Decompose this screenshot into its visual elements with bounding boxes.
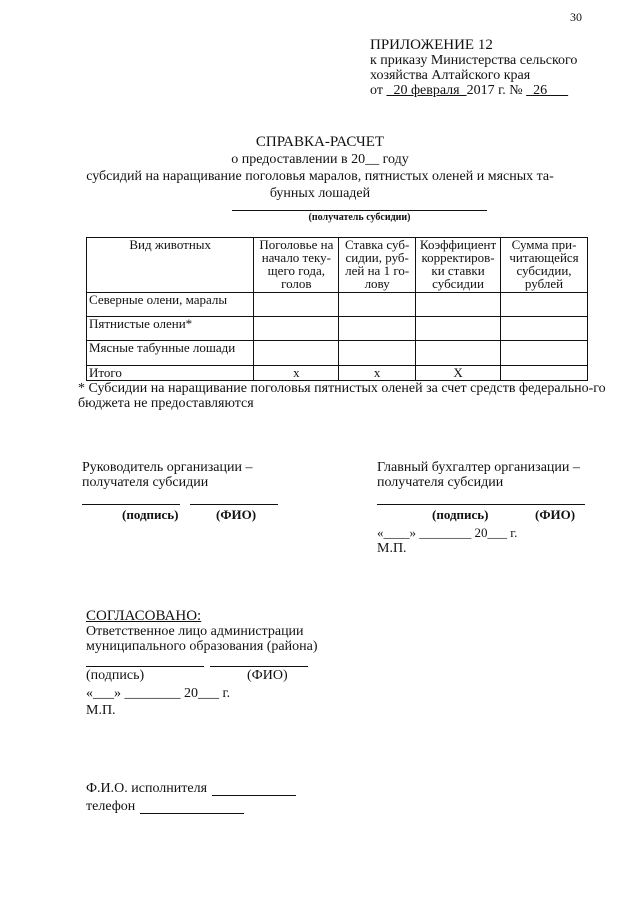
table-header-row [87, 238, 588, 293]
row-cell: х [254, 366, 339, 381]
agreed-title: СОГЛАСОВАНО: [86, 608, 202, 624]
appendix-date-prefix: от [370, 83, 387, 98]
row-cell [254, 341, 339, 366]
row-name: Пятнистые олени* [87, 317, 254, 341]
header-headcount: Поголовье на начало теку-щего года, голов [254, 238, 339, 293]
row-cell [254, 317, 339, 341]
row-cell [416, 317, 501, 341]
recipient-line [232, 210, 487, 211]
appendix-title: ПРИЛОЖЕНИЕ 12 [370, 37, 493, 53]
appendix-line-2: хозяйства Алтайского края [370, 68, 531, 83]
appendix-line-1: к приказу Министерства сельского [370, 53, 578, 68]
row-cell [416, 341, 501, 366]
agreed-sign-label: (подпись) [86, 668, 145, 683]
head-org-line-1: Руководитель организации – [82, 460, 253, 475]
heading-line-3: субсидий на наращивание поголовья маралов, пятнистых оленей и мясных та- [86, 169, 554, 184]
head-org-fio-label: (ФИО) [216, 507, 257, 522]
chief-accountant-sign-line [377, 504, 585, 505]
table-row [87, 293, 588, 317]
appendix-block [370, 38, 577, 98]
chief-accountant-line-1: Главный бухгалтер организации – [377, 460, 580, 475]
header-coefficient: Коэффициент корректиров-ки ставки субсидии [416, 238, 501, 293]
head-org-sign-line [82, 504, 180, 505]
head-org-fio-line [190, 504, 278, 505]
row-cell [339, 293, 416, 317]
agreed-sign-line [86, 666, 204, 667]
row-name: Мясные табунные лошади [87, 341, 254, 366]
row-cell [339, 317, 416, 341]
table-row [87, 341, 588, 366]
agreed-block [86, 624, 318, 654]
agreed-fio-line [210, 666, 308, 667]
row-cell [254, 293, 339, 317]
executor-phone-label: телефон [86, 799, 136, 814]
row-cell [416, 293, 501, 317]
head-org-sign-label: (подпись) [122, 507, 179, 522]
row-name: Северные олени, маралы [87, 293, 254, 317]
head-org-line-2: получателя субсидии [82, 475, 209, 490]
page-number: 30 [570, 10, 582, 24]
row-cell [501, 366, 588, 381]
appendix-date-year: 2017 г. № [466, 83, 527, 98]
header-rate: Ставка суб-сидии, руб-лей на 1 го-лову [339, 238, 416, 293]
chief-accountant-sign-label: (подпись) [432, 507, 489, 522]
recipient-caption: (получатель субсидии) [308, 212, 411, 223]
chief-accountant-block [377, 460, 580, 490]
header-animal-type: Вид животных [87, 238, 254, 293]
agreed-date: «___» ________ 20___ г. [86, 686, 231, 701]
agreed-fio-label: (ФИО) [247, 668, 288, 683]
heading-line-2: о предоставлении в 20__ году [231, 152, 409, 167]
chief-accountant-fio-label: (ФИО) [535, 507, 576, 522]
chief-accountant-line-2: получателя субсидии [377, 475, 504, 490]
heading-title: СПРАВКА-РАСЧЕТ [255, 134, 385, 150]
footnote: * Субсидии на наращивание поголовья пятнистых оленей за счет средств федерально-го бюджета не предоставляются [78, 381, 606, 411]
row-cell [501, 317, 588, 341]
agreed-stamp: М.П. [86, 703, 116, 718]
head-org-block [82, 460, 252, 490]
calculation-table [86, 237, 588, 381]
document-heading [0, 134, 640, 202]
row-cell [501, 341, 588, 366]
agreed-line-2: муниципального образования (района) [86, 639, 318, 654]
executor-phone-line [140, 813, 244, 814]
heading-line-4: бунных лошадей [269, 186, 371, 201]
row-cell [501, 293, 588, 317]
row-cell: х [339, 366, 416, 381]
executor-name-line [212, 795, 296, 796]
chief-accountant-date: «____» ________ 20___ г. [377, 525, 518, 540]
appendix-number-value: 26 [526, 83, 569, 98]
table-row [87, 317, 588, 341]
table-total-row [87, 366, 588, 381]
header-amount: Сумма при-читающейся субсидии, рублей [501, 238, 588, 293]
appendix-date-value: 20 февраля [386, 83, 467, 98]
row-cell: Х [416, 366, 501, 381]
row-name: Итого [87, 366, 254, 381]
row-cell [339, 341, 416, 366]
appendix-date [370, 83, 577, 98]
executor-name-label: Ф.И.О. исполнителя [86, 781, 208, 796]
chief-accountant-stamp: М.П. [377, 541, 407, 556]
agreed-line-1: Ответственное лицо администрации [86, 624, 304, 639]
